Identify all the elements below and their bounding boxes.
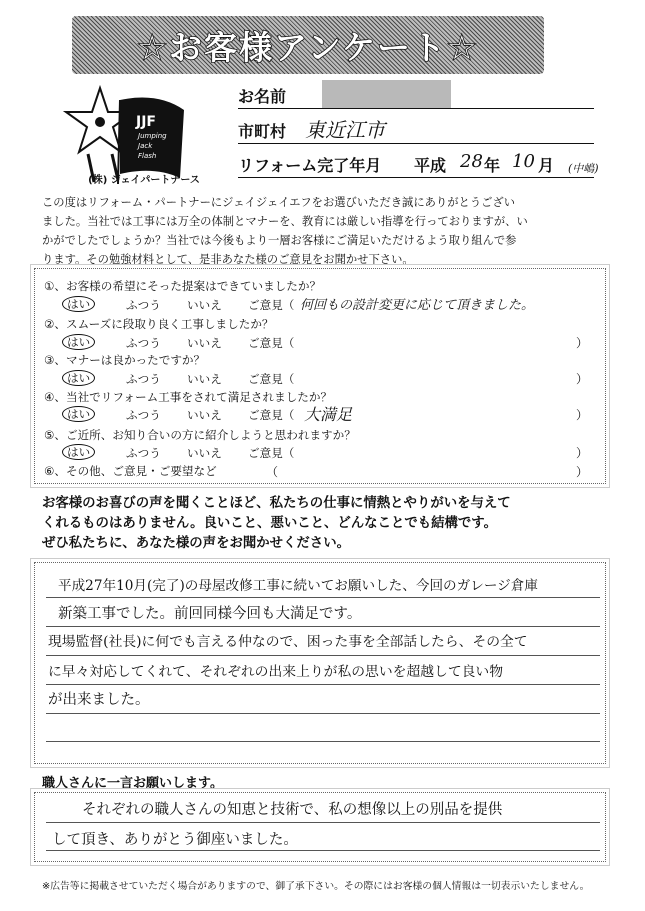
q2-yes-option[interactable]: はい [62,334,95,350]
city-underline [238,143,594,144]
q4-comment: 大満足 [304,405,353,424]
writing-line [46,741,600,742]
voice-line-3: 現場監督(社長)に何でも言える仲なので、困った事を全部話したら、その全て [48,634,528,650]
q1-normal-option[interactable]: ふつう [126,298,161,312]
completion-underline [238,177,594,178]
year-unit: 年 [484,156,501,175]
q4-yes-option[interactable]: はい [62,406,95,422]
logo-mark: JJF [136,114,156,130]
q6-close-paren: ） [576,465,589,479]
craftsman-line-1: それぞれの職人さんの知恵と技術で、私の想像以上の別品を提供 [82,802,503,818]
logo-line-3: Flash [138,152,157,160]
voice-line-4: に早々対応してくれて、それぞれの出来上りが私の思いを超越して良い物 [48,664,504,680]
question-5: ⑤、ご近所、お知り合いの方に紹介しようと思われますか？ [44,428,356,442]
q1-no-option[interactable]: いいえ [187,298,222,312]
month-unit: 月 [538,156,555,175]
survey-title-banner [72,16,544,74]
q4-close-paren: ） [576,408,589,422]
completion-label: リフォーム完了年月 [238,156,382,175]
q5-no-option[interactable]: いいえ [187,446,222,460]
question-6: ⑥、その他、ご意見・ご要望など [44,464,217,478]
q2-close-paren: ） [576,336,589,350]
footer-note: ※広告等に掲載させていただく場合がありますので、御了承下さい。その際にはお客様の個人情報は一切表示いたしません。 [42,881,590,892]
q1-comment: 何回もの設計変更に応じて頂きました。 [300,298,535,313]
writing-line [46,822,600,823]
q6-open-paren: （ [266,465,279,479]
name-redacted-block [322,80,451,108]
q4-opinion-label: ご意見（ [248,408,295,422]
request-line: ぜひ私たちに、あなた様の声をお聞かせください。 [42,536,350,551]
q3-normal-option[interactable]: ふつう [126,372,161,386]
q5-close-paren: ） [576,446,589,460]
request-message [42,494,602,554]
question-2: ②、スムーズに段取り良く工事しましたか？ [44,317,274,331]
intro-line: ります。その勉強材料として、是非あなた様のご意見をお聞かせ下さい。 [42,253,414,266]
q3-opinion-label: ご意見（ [248,372,295,386]
intro-line: ました。当社では工事には万全の体制とマナーを、教育には厳しい指導を行っておりますが、い [42,215,528,228]
name-label: お名前 [238,87,287,106]
question-4: ④、当社でリフォーム工事をされて満足されましたか？ [44,390,333,404]
company-name: (株) ジェイパートナース [88,175,200,186]
writing-line [46,597,600,598]
voice-line-2: 新築工事でした。前回同様今回も大満足です。 [58,606,362,622]
craftsman-heading: 職人さんに一言お願いします。 [42,776,223,791]
request-line: お客様のお喜びの声を聞くことほど、私たちの仕事に情熱とやりがいを与えて [42,496,511,511]
writing-line [46,655,600,656]
q4-normal-option[interactable]: ふつう [126,408,161,422]
q2-no-option[interactable]: いいえ [187,336,222,350]
month-value: 10 [512,151,535,172]
q5-yes-option[interactable]: はい [62,444,95,460]
writing-line [46,684,600,685]
q2-opinion-label: ご意見（ [248,336,295,350]
q1-opinion-label: ご意見（ [248,298,295,312]
note-value: (中嶋) [568,162,599,175]
logo-line-2: Jack [138,142,153,150]
q2-normal-option[interactable]: ふつう [126,336,161,350]
voice-line-1: 平成27年10月(完了)の母屋改修工事に続いてお願いした、今回のガレージ倉庫 [58,578,538,594]
craftsman-line-2: して頂き、ありがとう御座いました。 [52,832,298,848]
era-label: 平成 [414,156,447,175]
city-label: 市町村 [238,122,287,141]
year-value: 28 [460,151,483,172]
q4-no-option[interactable]: いいえ [187,408,222,422]
city-value: 東近江市 [305,118,385,142]
question-3: ③、マナーは良かったですか？ [44,353,206,367]
q1-yes-option[interactable]: はい [62,296,95,312]
writing-line [46,850,600,851]
q3-no-option[interactable]: いいえ [187,372,222,386]
q3-yes-option[interactable]: はい [62,370,95,386]
q3-close-paren: ） [576,372,589,386]
intro-line: この度はリフォーム・パートナーにジェイジェイエフをお選びいただき誠にありがとうござい [42,196,516,209]
intro-text [42,193,617,269]
name-underline [238,108,594,109]
writing-line [46,713,600,714]
writing-line [46,626,600,627]
voice-line-5: が出来ました。 [48,692,150,708]
question-1: ①、お客様の希望にそった提案はできていましたか？ [44,279,322,293]
survey-title: ☆お客様アンケート☆ [137,27,479,67]
intro-line: かがでしたでしょうか？当社では今後もより一層お客様にご満足いただけるよう取り組んで参 [42,234,517,247]
q5-normal-option[interactable]: ふつう [126,446,161,460]
request-line: くれるものはありません。良いこと、悪いこと、どんなことでも結構です。 [42,516,498,531]
q5-opinion-label: ご意見（ [248,446,295,460]
logo-line-1: Jumping [138,132,167,140]
